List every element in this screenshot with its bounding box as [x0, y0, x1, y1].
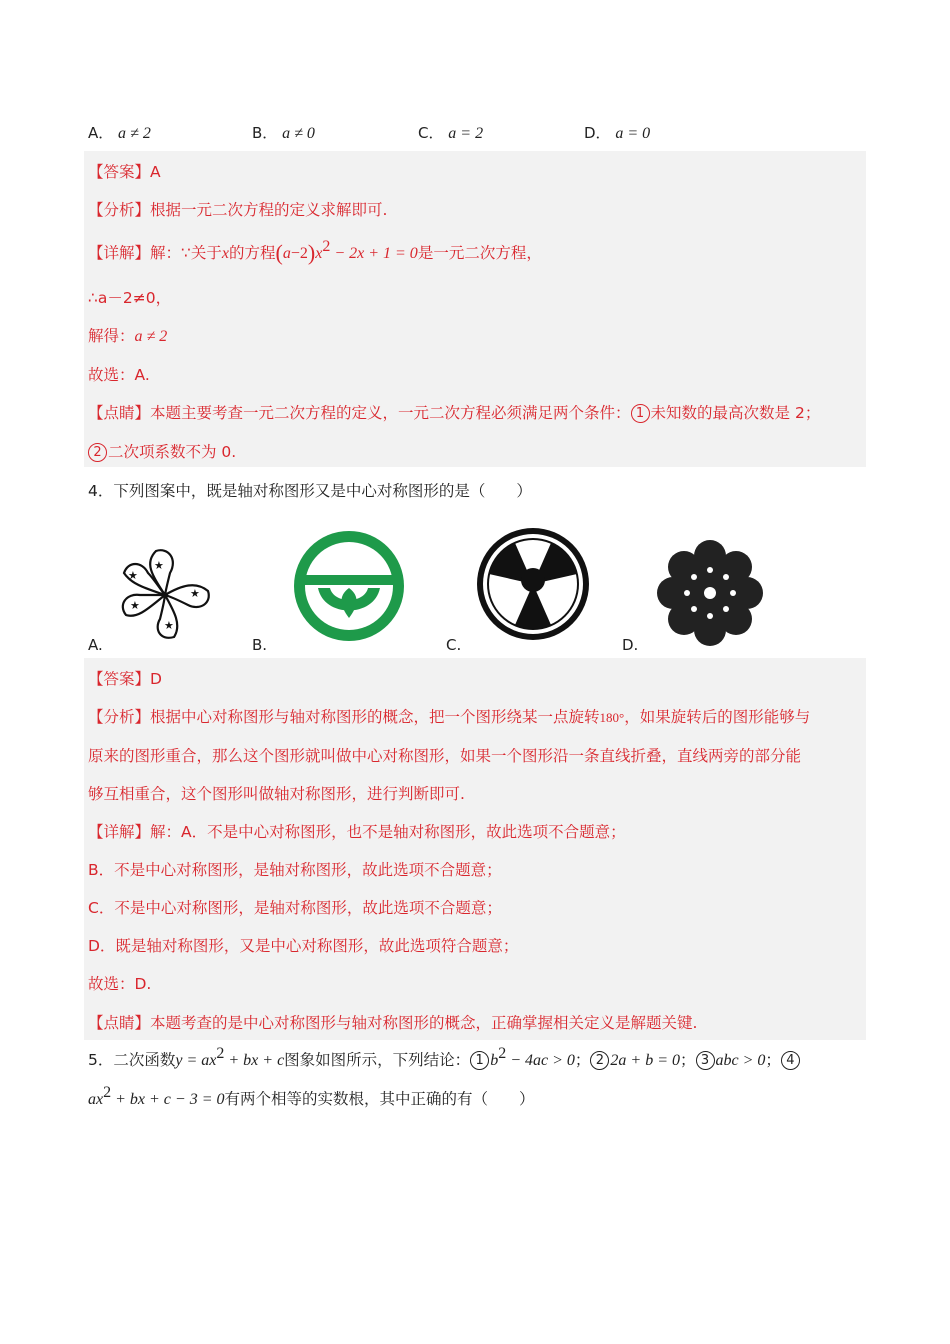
q3-choose: 故选：A.	[88, 366, 150, 384]
q3-analysis: 【分析】根据一元二次方程的定义求解即可.	[88, 201, 388, 219]
image-label-a: A.	[88, 636, 103, 654]
q5-stem-2: $ax^2$ + bx + c − 3 = 0有两个相等的实数根，其中正确的有（ ）	[88, 1084, 535, 1108]
option-letter: C．	[418, 124, 444, 142]
option-math: a = 2	[448, 125, 484, 142]
q4-comment: 【点睛】本题考查的是中心对称图形与轴对称图形的概念，正确掌握相关定义是解题关键.	[88, 1014, 698, 1032]
bauhinia-flower-icon	[112, 545, 218, 643]
option-a	[88, 122, 151, 143]
option-math: a ≠ 2	[118, 125, 151, 142]
circled-number: 2	[590, 1051, 609, 1070]
q3-comment-2: 2 二次项系数不为 0.	[88, 440, 236, 462]
q4-detail-a: 【详解】解：A．不是中心对称图形，也不是轴对称图形，故此选项不合题意；	[88, 823, 626, 841]
option-math: a ≠ 0	[282, 125, 315, 142]
q4-detail-b: B．不是中心对称图形，是轴对称图形，故此选项不合题意；	[88, 861, 502, 879]
q4-choose: 故选：D.	[88, 975, 152, 993]
option-b	[252, 122, 315, 143]
circled-number: 1	[470, 1051, 489, 1070]
q4-analysis-2: 原来的图形重合，那么这个图形就叫做中心对称图形，如果一个图形沿一条直线折叠，直线两旁的部分能	[88, 747, 802, 765]
q4-stem: 4．下列图案中，既是轴对称图形又是中心对称图形的是（ ）	[88, 482, 532, 500]
image-label-d: D.	[622, 636, 639, 654]
circled-number: 3	[696, 1051, 715, 1070]
q3-comment-1: 【点睛】本题主要考查一元二次方程的定义，一元二次方程必须满足两个条件： 1 未知数的最高次数是 2；	[88, 404, 821, 422]
q3-detail: 【详解】解：∵关于x的方程$(a-2)x^2 - 2x + 1 = 0$是一元二次方程，	[88, 238, 542, 265]
chrysanthemum-crest-icon	[653, 536, 767, 650]
svg-text:★: ★	[128, 569, 138, 582]
q4-answer: 【答案】D	[88, 670, 162, 688]
option-letter: D．	[584, 124, 611, 142]
q4-detail-d: D．既是轴对称图形，又是中心对称图形，故此选项符合题意；	[88, 937, 519, 955]
q5-stem-1: 5．二次函数$y = ax^2$ + bx + c图象如图所示，下列结论： 1 $b^2 - 4ac > 0$； 2 2a + b = 0； 3 abc > 0； 4	[88, 1048, 801, 1070]
q4-analysis-1: 【分析】根据中心对称图形与轴对称图形的概念，把一个图形绕某一点旋转180°，如果旋转后的图形能够与	[88, 708, 811, 726]
option-c	[418, 122, 483, 143]
option-letter: B．	[252, 124, 278, 142]
q3-step2: 解得：a ≠ 2	[88, 327, 168, 345]
svg-text:★: ★	[154, 559, 164, 572]
q3-answer: 【答案】A	[88, 163, 161, 181]
radiation-symbol-icon	[472, 524, 594, 644]
q3-step1: ∴a－2≠0，	[88, 289, 172, 307]
image-label-b: B.	[252, 636, 268, 654]
option-d	[584, 122, 650, 143]
option-letter: A．	[88, 124, 114, 142]
svg-text:★: ★	[164, 619, 174, 632]
circled-number: 1	[631, 404, 650, 423]
green-food-logo-icon	[288, 526, 410, 646]
option-math: a = 0	[615, 125, 651, 142]
q4-detail-c: C．不是中心对称图形，是轴对称图形，故此选项不合题意；	[88, 899, 502, 917]
image-label-c: C.	[446, 636, 462, 654]
svg-text:★: ★	[130, 599, 140, 612]
q4-analysis-3: 够互相重合，这个图形叫做轴对称图形，进行判断即可.	[88, 785, 465, 803]
svg-text:★: ★	[190, 587, 200, 600]
circled-number: 2	[88, 443, 107, 462]
circled-number: 4	[781, 1051, 800, 1070]
